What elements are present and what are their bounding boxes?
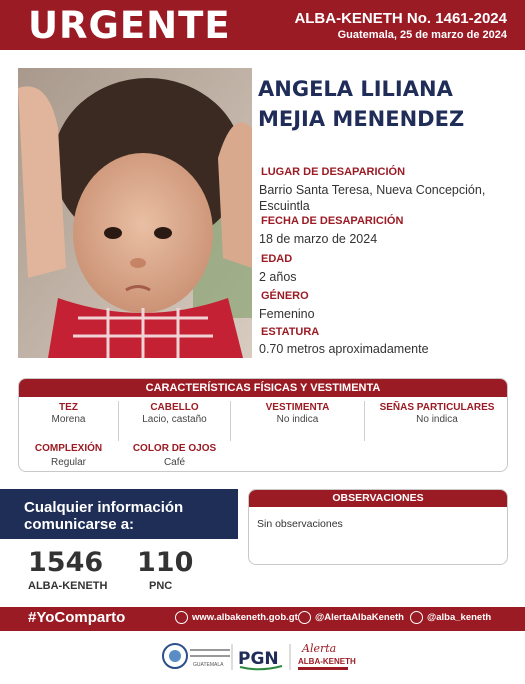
alerta-logo-top: Alerta: [302, 642, 337, 655]
urgent-title: URGENTE: [28, 4, 231, 47]
phone-alba-keneth: 1546: [28, 547, 104, 578]
observations-title: OBSERVACIONES: [249, 490, 507, 507]
location-value: Barrio Santa Teresa, Nueva Concepción, Escuintla: [259, 183, 486, 213]
gob-text: GUATEMALA: [193, 662, 224, 668]
person-name-line1: ANGELA LILIANA: [258, 77, 453, 101]
case-number: ALBA-KENETH No. 1461-2024: [294, 10, 507, 27]
hair-label: CABELLO: [150, 402, 199, 413]
phone-pnc: 110: [137, 547, 194, 578]
skin-value: Morena: [51, 414, 86, 425]
clothing-value: No indica: [276, 414, 319, 425]
pgn-logo: PGN: [238, 649, 279, 669]
alerta-logo-bottom: ALBA-KENETH: [298, 657, 356, 666]
date-value: 18 de marzo de 2024: [259, 232, 378, 246]
facebook-icon: [298, 611, 311, 624]
characteristics-panel: [18, 378, 508, 472]
hair-value: Lacio, castaño: [142, 414, 207, 425]
contact-text: [24, 499, 234, 533]
person-name: [258, 74, 508, 134]
hashtag: #YoComparto: [28, 609, 126, 626]
person-name-line2: MEJIA MENENDEZ: [258, 107, 465, 131]
skin-label: TEZ: [59, 402, 78, 413]
observations-panel: [248, 489, 508, 565]
observations-text: Sin observaciones: [257, 518, 343, 530]
missing-person-photo: [18, 68, 252, 358]
logos-row: [0, 636, 525, 679]
clothing-label: VESTIMENTA: [265, 402, 330, 413]
gender-value: Femenino: [259, 307, 315, 321]
marks-label: SEÑAS PARTICULARES: [379, 402, 495, 413]
build-label: COMPLEXIÓN: [34, 443, 103, 454]
build-value: Regular: [50, 457, 87, 468]
age-label: EDAD: [261, 253, 293, 265]
eye-color-value: Café: [163, 457, 186, 468]
location-label: LUGAR DE DESAPARICIÓN: [261, 166, 406, 178]
contact-line2: comunicarse a:: [24, 516, 135, 533]
case-date: Guatemala, 25 de marzo de 2024: [337, 29, 507, 41]
phone-pnc-label: PNC: [149, 580, 173, 592]
phone-alba-keneth-label: ALBA-KENETH: [28, 580, 108, 592]
gender-label: GÉNERO: [261, 290, 309, 302]
characteristics-title: CARACTERÍSTICAS FÍSICAS Y VESTIMENTA: [19, 379, 507, 397]
contact-line1: Cualquier información: [24, 499, 184, 516]
facebook-link[interactable]: @AlertaAlbaKeneth: [315, 612, 404, 623]
website-link[interactable]: www.albakeneth.gob.gt: [192, 612, 298, 623]
x-link[interactable]: @alba_keneth: [427, 612, 492, 623]
age-value: 2 años: [259, 270, 297, 284]
x-icon: [410, 611, 423, 624]
height-value: 0.70 metros aproximadamente: [259, 342, 429, 356]
height-label: ESTATURA: [261, 326, 320, 338]
globe-icon: [175, 611, 188, 624]
marks-value: No indica: [416, 414, 458, 425]
eye-color-label: COLOR DE OJOS: [132, 443, 217, 454]
date-label: FECHA DE DESAPARICIÓN: [261, 215, 404, 227]
guatemala-coat-of-arms-icon: [163, 644, 187, 668]
